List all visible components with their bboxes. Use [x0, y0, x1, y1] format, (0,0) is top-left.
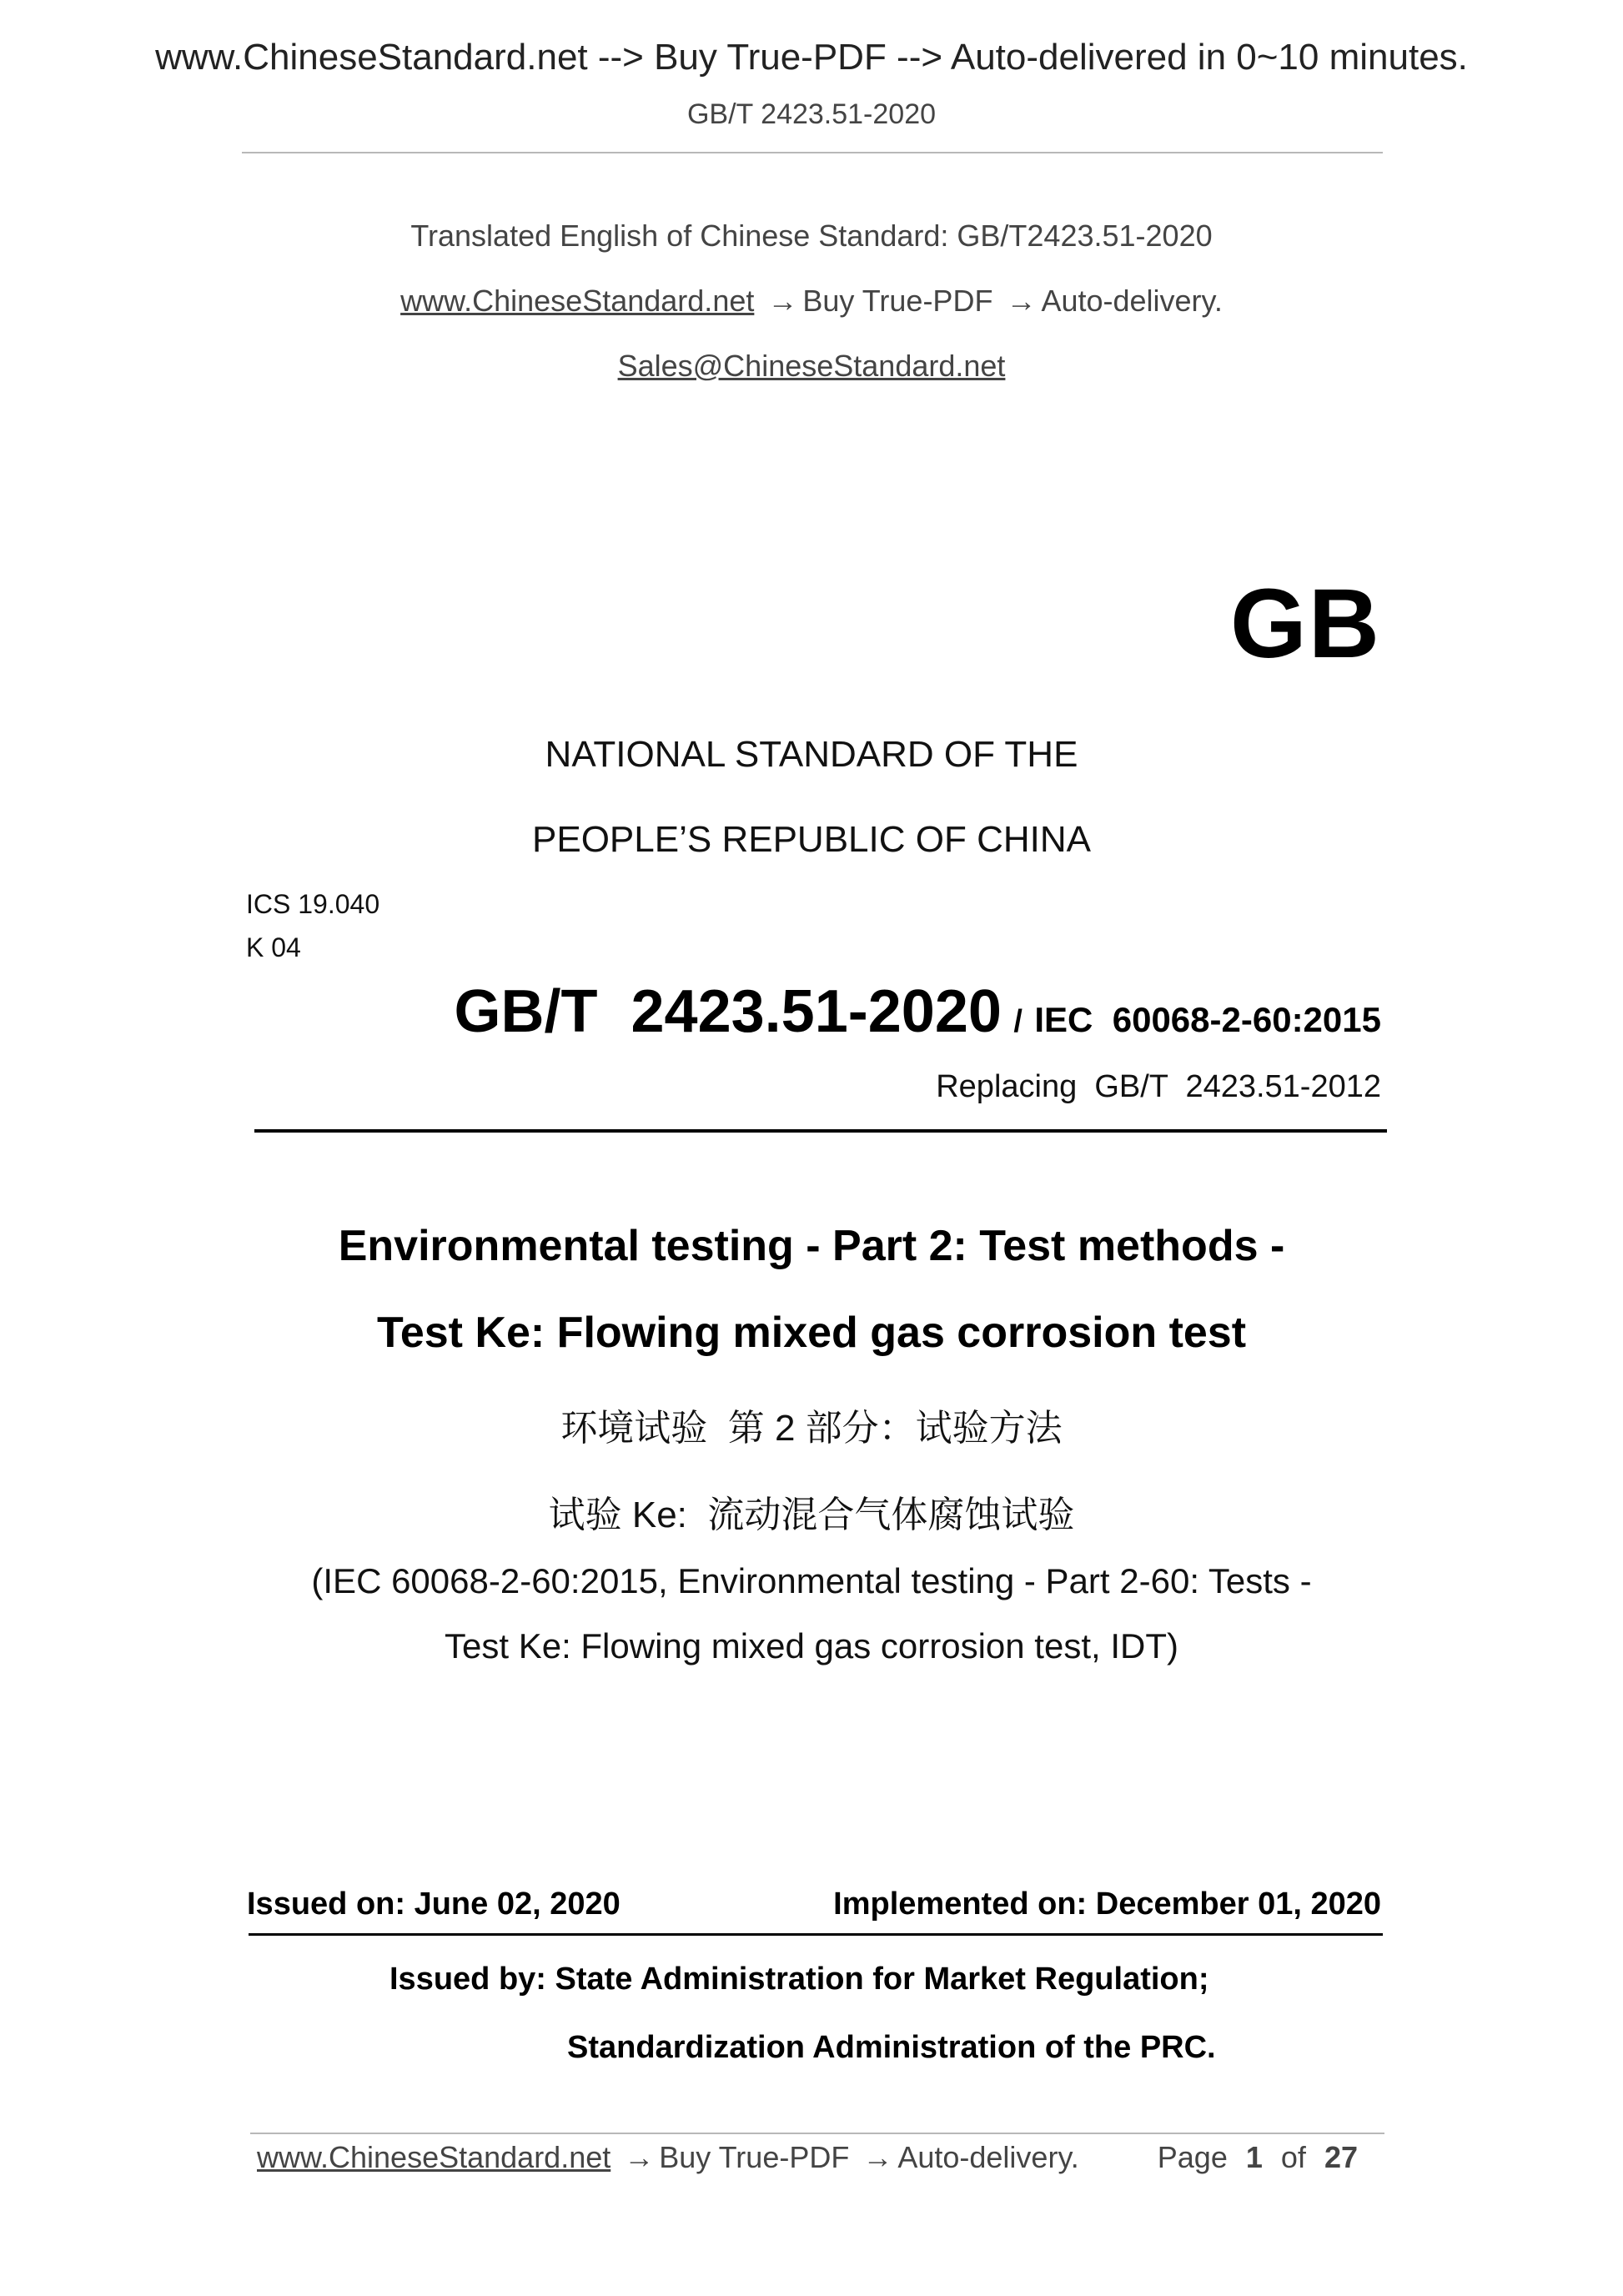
email-line [0, 349, 1623, 384]
intro-delivery-text: Auto-delivery. [1041, 284, 1223, 318]
footer-site-link[interactable]: www.ChineseStandard.net [257, 2140, 611, 2174]
arrow-right-icon: → [624, 2140, 655, 2174]
title-rule [254, 1129, 1387, 1133]
intro-buy-line [0, 284, 1623, 319]
national-standard-line1: NATIONAL STANDARD OF THE [545, 734, 1078, 775]
standard-number-line [455, 977, 1382, 1046]
intro-buy-text: Buy True-PDF [802, 284, 993, 318]
title-cn-line2: 试验 Ke: 流动混合气体腐蚀试验 [548, 1495, 1075, 1535]
title-cn-line1: 环境试验 第 2 部分：试验方法 [560, 1408, 1063, 1449]
footer-buy-text: Buy True-PDF [659, 2140, 850, 2174]
header-divider [242, 152, 1383, 153]
header-doc-code: GB/T 2423.51-2020 [686, 98, 937, 130]
title-en-line2: Test Ke: Flowing mixed gas corrosion test [376, 1309, 1247, 1357]
page-current: 1 [1245, 2140, 1263, 2174]
iec-title-line2: Test Ke: Flowing mixed gas corrosion test, IDT) [445, 1626, 1178, 1665]
arrow-right-icon: → [767, 284, 798, 318]
issued-on-date: Issued on: June 02, 2020 [247, 1887, 621, 1922]
header-banner: www.ChineseStandard.net --> Buy True-PDF --> Auto-delivered in 0~10 minutes. [155, 37, 1468, 78]
dates-rule [249, 1933, 1383, 1936]
replacing-note: Replacing GB/T 2423.51-2012 [936, 1069, 1381, 1104]
arrow-right-icon: → [862, 2140, 893, 2174]
page-label: Page [1157, 2140, 1228, 2174]
ics-code: ICS 19.040 [246, 889, 380, 919]
iec-reference: IEC 60068-2-60:2015 [1034, 1000, 1381, 1039]
footer-delivery-text: Auto-delivery. [897, 2140, 1079, 2174]
email-link[interactable]: Sales@ChineseStandard.net [617, 349, 1006, 383]
standard-number: GB/T 2423.51-2020 [454, 978, 1002, 1045]
national-standard-line2: PEOPLE’S REPUBLIC OF CHINA [532, 819, 1091, 860]
ccs-code: K 04 [246, 932, 301, 962]
issued-by-line2: Standardization Administration of the PRC. [567, 2030, 1216, 2065]
page-of-label: of [1280, 2140, 1306, 2174]
issued-by-line1: Issued by: State Administration for Market Regulation; [389, 1962, 1209, 1997]
footer-divider [250, 2133, 1384, 2134]
page-total: 27 [1324, 2140, 1358, 2174]
footer-buy-line [257, 2140, 1079, 2175]
gb-mark: GB [1230, 569, 1381, 679]
iec-title-line1: (IEC 60068-2-60:2015, Environmental testing - Part 2-60: Tests - [311, 1561, 1312, 1600]
translated-line: Translated English of Chinese Standard: GB/T2423.51-2020 [410, 219, 1213, 253]
intro-site-link[interactable]: www.ChineseStandard.net [400, 284, 755, 318]
implemented-on-date: Implemented on: December 01, 2020 [833, 1887, 1381, 1922]
page-indicator [1158, 2140, 1358, 2175]
title-en-line1: Environmental testing - Part 2: Test methods - [338, 1222, 1285, 1270]
arrow-right-icon: → [1006, 284, 1037, 318]
standard-slash: / [1013, 1004, 1023, 1039]
